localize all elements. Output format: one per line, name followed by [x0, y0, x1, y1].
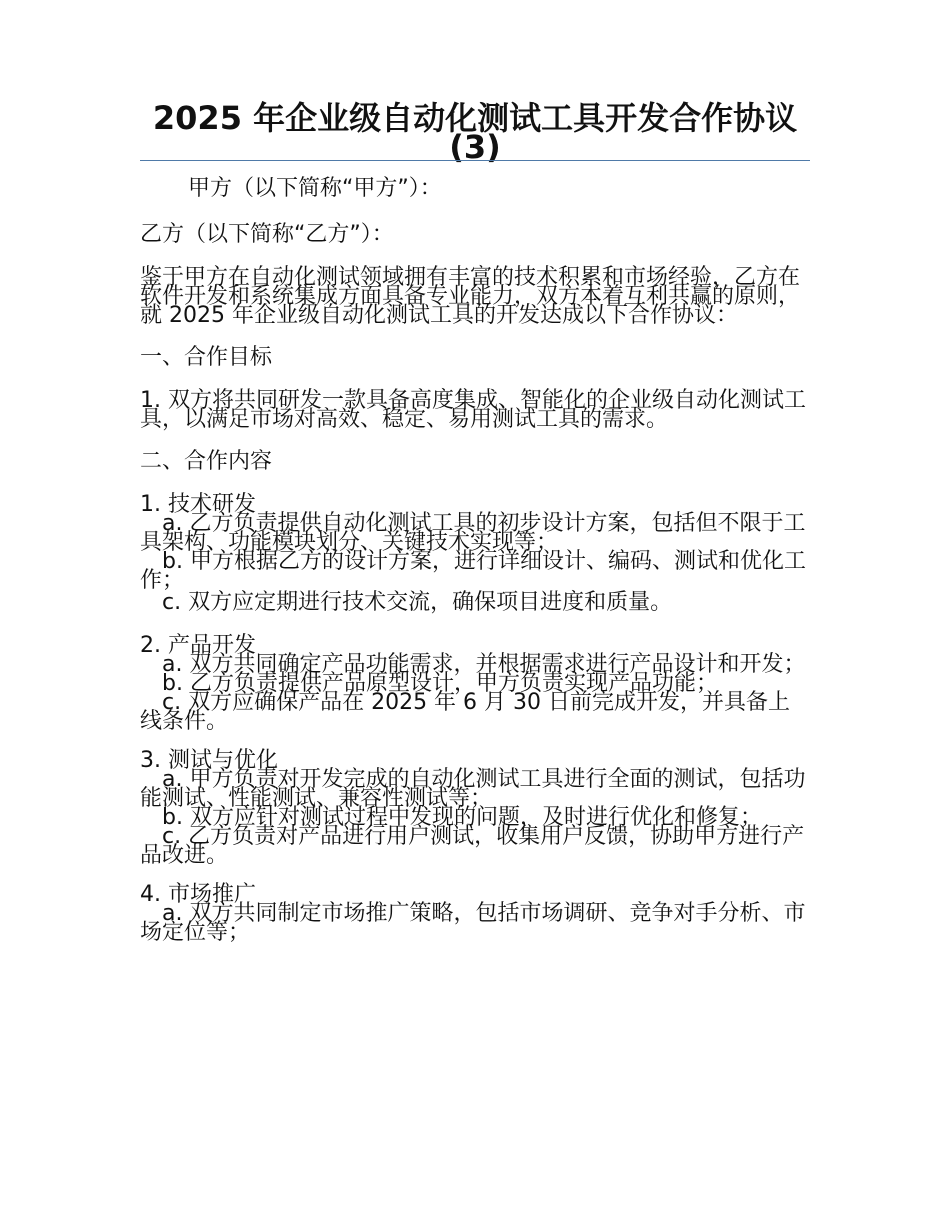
testing-item-c: c. 乙方负责对产品进行用户测试，收集用户反馈，协助甲方进行产品改进。: [140, 824, 805, 868]
document-body: [140, 176, 810, 945]
title-underline: [140, 160, 810, 161]
testing-item-b: b. 双方应针对测试过程中发现的问题，及时进行优化和修复；: [162, 805, 762, 830]
party-b-line: 乙方（以下简称“乙方”）：: [140, 222, 394, 247]
section-heading-goal: 一、合作目标: [140, 345, 273, 370]
spacer: [140, 202, 810, 222]
rd-heading: 1. 技术研发: [140, 492, 256, 517]
rd-item-b: b. 甲方根据乙方的设计方案，进行详细设计、编码、测试和优化工作；: [140, 549, 806, 593]
spacer: [140, 325, 810, 345]
preamble-paragraph: 鉴于甲方在自动化测试领域拥有丰富的技术积累和市场经验，乙方在软件开发和系统集成方面具备专业能力，双方本着互利共赢的原则，就 2025 年企业级自动化测试工具的开发达成以下合作协议：: [140, 265, 801, 328]
document-title: 2025 年企业级自动化测试工具开发合作协议(3): [152, 99, 798, 166]
product-item-c: c. 双方应确保产品在 2025 年 6 月 30 日前完成开发，并具备上线条件。: [140, 690, 791, 734]
product-heading: 2. 产品开发: [140, 633, 256, 658]
section-heading-content: 二、合作内容: [140, 449, 273, 474]
product-item-b: b. 乙方负责提供产品原型设计，甲方负责实现产品功能；: [162, 671, 718, 696]
product-item-a: a. 双方共同确定产品功能需求，并根据需求进行产品设计和开发；: [162, 652, 806, 677]
rd-item-c: c. 双方应定期进行技术交流，确保项目进度和质量。: [162, 590, 673, 615]
testing-heading: 3. 测试与优化: [140, 748, 278, 773]
marketing-item-a: a. 双方共同制定市场推广策略，包括市场调研、竞争对手分析、市场定位等；: [140, 901, 806, 945]
goal-item-1: 1. 双方将共同研发一款具备高度集成、智能化的企业级自动化测试工具，以满足市场对高效、稳定、易用测试工具的需求。: [140, 388, 806, 432]
testing-item-a: a. 甲方负责对开发完成的自动化测试工具进行全面的测试，包括功能测试、性能测试、兼容性测试等；: [140, 767, 806, 811]
rd-item-a: a. 乙方负责提供自动化测试工具的初步设计方案，包括但不限于工具架构、功能模块划分、关键技术实现等；: [140, 511, 806, 555]
marketing-heading: 4. 市场推广: [140, 882, 256, 907]
spacer: [140, 429, 810, 449]
party-a-line: 甲方（以下简称“甲方”）：: [188, 176, 442, 201]
